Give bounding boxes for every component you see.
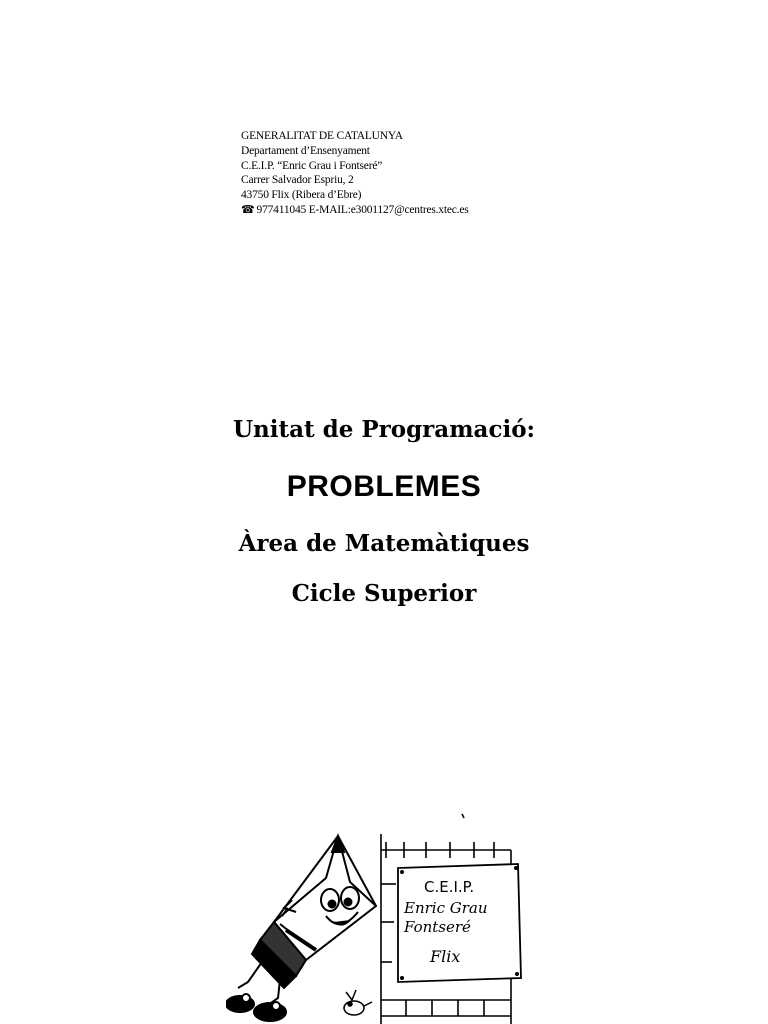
main-title: PROBLEMES: [286, 470, 482, 503]
pencil-mascot-illustration: [226, 812, 546, 1024]
letterhead-school: C.E.I.P. “Enric Grau i Fontseré”: [241, 159, 383, 172]
bird-doodle: [344, 990, 372, 1015]
letterhead-contact: [241, 203, 469, 218]
pencil-character: [226, 836, 376, 1021]
letterhead-department: Departament d’Ensenyament: [241, 144, 370, 157]
letterhead-street: Carrer Salvador Espriu, 2: [241, 174, 354, 187]
sign-line-ceip: C.E.I.P.: [424, 878, 475, 896]
sign-line-name2: Fontseré: [404, 918, 471, 936]
cycle-title: Cicle Superior: [291, 580, 477, 607]
sign-line-town: Flix: [430, 947, 461, 966]
school-sign: [398, 864, 521, 982]
sign-line-name1: Enric Grau: [404, 899, 488, 917]
letterhead-phone-email: 977411045 E-MAIL:e3001127@centres.xtec.es: [256, 203, 469, 216]
letterhead-government: GENERALITAT DE CATALUNYA: [241, 130, 403, 142]
telephone-icon: ☎: [241, 203, 255, 216]
letterhead: [241, 129, 469, 218]
unit-title: Unitat de Programació:: [232, 416, 536, 443]
area-title: Àrea de Matemàtiques: [238, 530, 530, 557]
letterhead-city: 43750 Flix (Ribera d’Ebre): [241, 189, 362, 202]
